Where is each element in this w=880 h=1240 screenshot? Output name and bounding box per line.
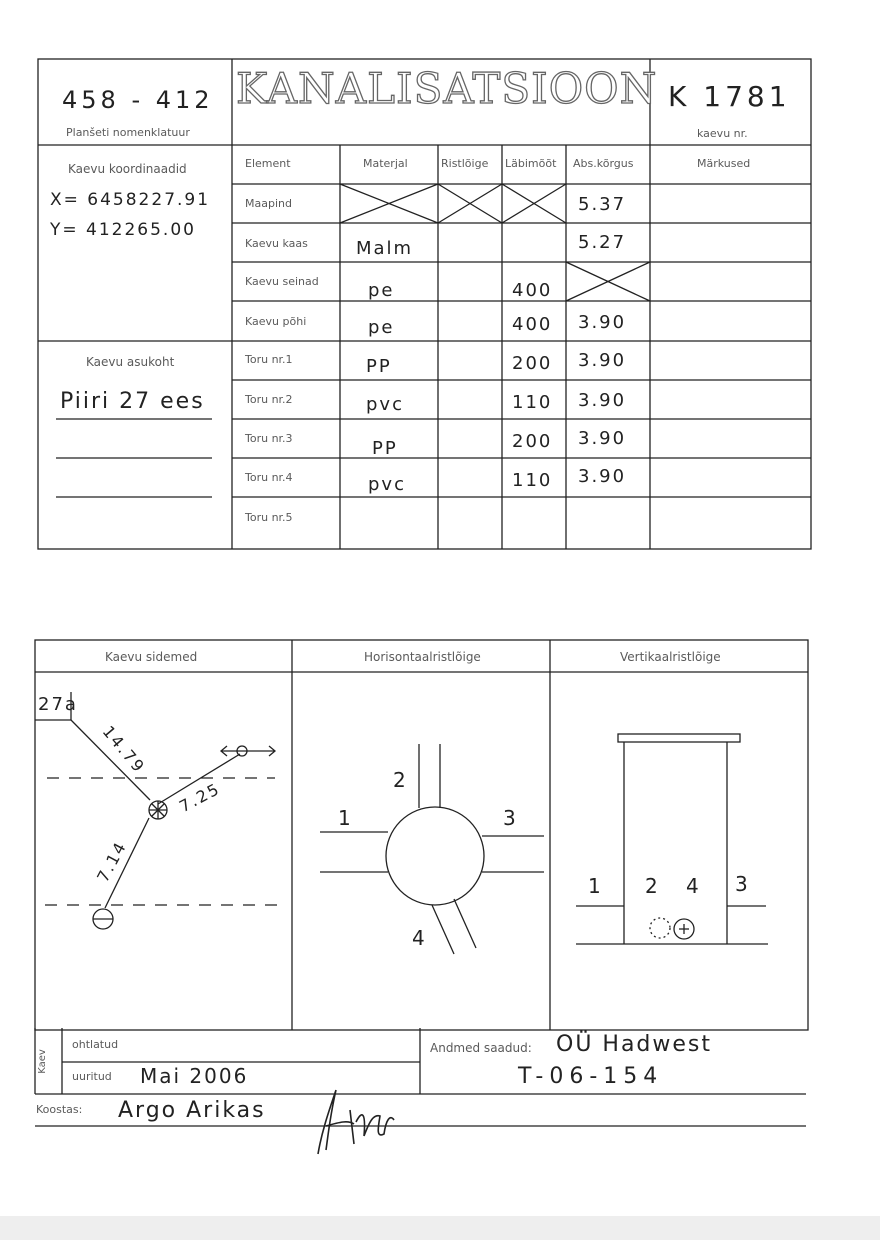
data-source: OÜ Hadwest [556,1032,713,1057]
well-number: K 1781 [668,80,791,113]
horizontal-section-label: Horisontaalristlõige [364,650,481,664]
ties-label: Kaevu sidemed [105,650,198,664]
coordinate-x: X= 6458227.91 [50,190,211,210]
location-value: Piiri 27 ees [60,389,205,414]
row-material: PP [366,356,392,377]
row-material: pe [368,317,395,338]
row-elevation: 3.90 [578,350,627,371]
row-diameter: 110 [512,392,553,413]
ties-sketch [35,672,292,1028]
row-elevation: 3.90 [578,428,627,449]
vertical-pipe-1: 1 [588,874,603,898]
row-element: Toru nr.2 [245,393,293,406]
coordinate-y: Y= 412265.00 [50,220,196,240]
row-diameter: 110 [512,470,553,491]
surveyed-value: Mai 2006 [140,1064,249,1088]
row-material: Malm [356,238,414,259]
ties-ref: 27a [38,694,78,715]
row-material: pvc [366,394,404,415]
row-material: pe [368,280,395,301]
sheet-number: 458 - 412 [62,86,214,114]
well-label: kaevu nr. [697,127,748,140]
horizontal-pipe-1: 1 [338,806,353,830]
col-elevation: Abs.kõrgus [573,157,634,170]
row-diameter: 200 [512,431,553,452]
row-diameter: 400 [512,314,553,335]
marked-label: ohtlatud [72,1038,119,1051]
row-diameter: 200 [512,353,553,374]
row-elevation: 3.90 [578,466,627,487]
vertical-pipe-4: 4 [686,874,701,898]
row-element: Kaevu kaas [245,237,308,250]
row-element: Kaevu põhi [245,315,307,328]
vertical-section-label: Vertikaalristlõige [620,650,721,664]
data-received-label: Andmed saadud: [430,1041,532,1055]
row-element: Toru nr.1 [245,353,293,366]
col-section: Ristlõige [441,157,489,170]
vertical-pipe-3: 3 [735,872,750,896]
row-element: Toru nr.5 [245,511,293,524]
col-material: Materjal [363,157,408,170]
row-elevation: 3.90 [578,312,627,333]
coordinates-label: Kaevu koordinaadid [68,162,187,176]
vertical-pipe-2: 2 [645,874,660,898]
data-reference: T-06-154 [518,1064,664,1089]
form-title: KANALISATSIOON [236,64,658,113]
row-elevation: 5.37 [578,194,627,215]
row-element: Maapind [245,197,292,210]
row-elevation: 5.27 [578,232,627,253]
location-label: Kaevu asukoht [86,355,175,369]
horizontal-pipe-3: 3 [503,806,518,830]
side-label: Kaev [36,1049,48,1074]
horizontal-pipe-4: 4 [412,926,427,950]
horizontal-pipe-2: 2 [393,768,408,792]
row-elevation: 3.90 [578,390,627,411]
row-material: pvc [368,474,406,495]
col-diameter: Läbimõõt [505,157,557,170]
tie-distance-2: 7.25 [176,778,224,817]
row-element: Toru nr.3 [245,432,293,445]
signature [300,1080,410,1160]
sheet-label: Planšeti nomenklatuur [66,126,190,139]
author-value: Argo Arikas [118,1098,266,1123]
row-diameter: 400 [512,280,553,301]
tie-distance-3: 7.14 [93,837,131,886]
horizontal-section-sketch [292,672,550,1028]
tie-distance-1: 14.79 [98,722,150,777]
row-material: PP [372,438,398,459]
row-element: Kaevu seinad [245,275,319,288]
row-element: Toru nr.4 [245,471,293,484]
vertical-section-sketch [550,672,808,1028]
author-label: Koostas: [36,1103,83,1116]
scan-edge [0,1216,880,1240]
col-notes: Märkused [697,157,751,170]
col-element: Element [245,157,291,170]
surveyed-label: uuritud [72,1070,112,1083]
